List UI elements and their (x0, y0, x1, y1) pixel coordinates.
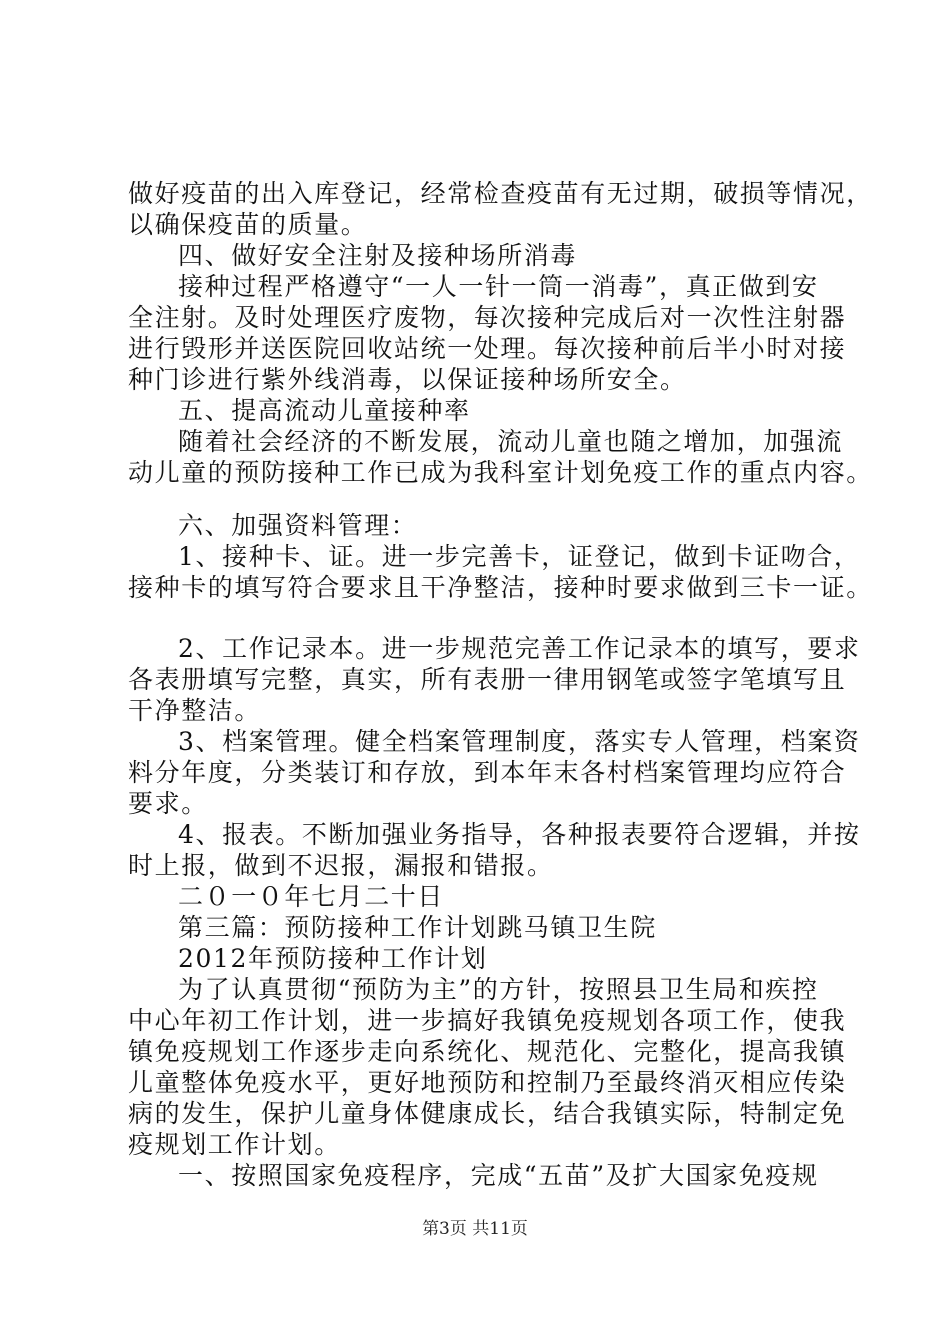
body-text-line: 料分年度，分类装订和存放，到本年末各村档案管理均应符合 (128, 758, 847, 787)
body-text-line: 全注射。及时处理医疗废物，每次接种完成后对一次性注射器 (128, 303, 847, 332)
section-heading: 一、按照国家免疫程序，完成“五苗”及扩大国家免疫规 (178, 1161, 819, 1190)
body-text-line: 儿童整体免疫水平，更好地预防和控制乃至最终消灭相应传染 (128, 1068, 847, 1097)
body-text-line: 以确保疫苗的质量。 (128, 210, 368, 239)
body-text-line: 随着社会经济的不断发展，流动儿童也随之增加，加强流 (178, 427, 844, 456)
body-text-line: 动儿童的预防接种工作已成为我科室计划免疫工作的重点内容。 (128, 458, 873, 487)
body-text-line: 疫规划工作计划。 (128, 1130, 341, 1159)
body-text-line: 3、档案管理。健全档案管理制度，落实专人管理，档案资 (178, 727, 861, 756)
body-text-line: 2、工作记录本。进一步规范完善工作记录本的填写，要求 (178, 634, 861, 663)
chapter-title: 第三篇：预防接种工作计划跳马镇卫生院 (178, 913, 657, 942)
body-text-line: 病的发生，保护儿童身体健康成长，结合我镇实际，特制定免 (128, 1099, 847, 1128)
section-heading: 五、提高流动儿童接种率 (178, 396, 471, 425)
body-text-line: 4、报表。不断加强业务指导，各种报表要符合逻辑，并按 (178, 820, 861, 849)
body-text-line: 做好疫苗的出入库登记，经常检查疫苗有无过期，破损等情况， (128, 179, 873, 208)
plan-title: 2012年预防接种工作计划 (178, 944, 488, 973)
body-text-line: 为了认真贯彻“预防为主”的方针，按照县卫生局和疾控 (178, 975, 819, 1004)
body-text-line: 1、接种卡、证。进一步完善卡，证登记，做到卡证吻合， (178, 542, 861, 571)
body-text-line: 要求。 (128, 789, 208, 818)
body-text-line: 各表册填写完整，真实，所有表册一律用钢笔或签字笔填写且 (128, 665, 847, 694)
body-text-line: 镇免疫规划工作逐步走向系统化、规范化、完整化，提高我镇 (128, 1037, 847, 1066)
body-text-line: 接种卡的填写符合要求且干净整洁，接种时要求做到三卡一证。 (128, 573, 873, 602)
section-heading: 六、加强资料管理： (178, 511, 418, 540)
body-text-line: 时上报，做到不迟报，漏报和错报。 (128, 851, 554, 880)
date-line: 二０一０年七月二十日 (178, 882, 445, 911)
body-text-line: 接种过程严格遵守“一人一针一筒一消毒”，真正做到安 (178, 272, 819, 301)
page-number-footer: 第3页 共11页 (422, 1219, 528, 1239)
body-text-line: 进行毁形并送医院回收站统一处理。每次接种前后半小时对接 (128, 334, 847, 363)
body-text-line: 种门诊进行紫外线消毒，以保证接种场所安全。 (128, 365, 687, 394)
body-text-line: 干净整洁。 (128, 696, 262, 725)
section-heading: 四、做好安全注射及接种场所消毒 (178, 241, 578, 270)
body-text-line: 中心年初工作计划，进一步搞好我镇免疫规划各项工作，使我 (128, 1006, 847, 1035)
